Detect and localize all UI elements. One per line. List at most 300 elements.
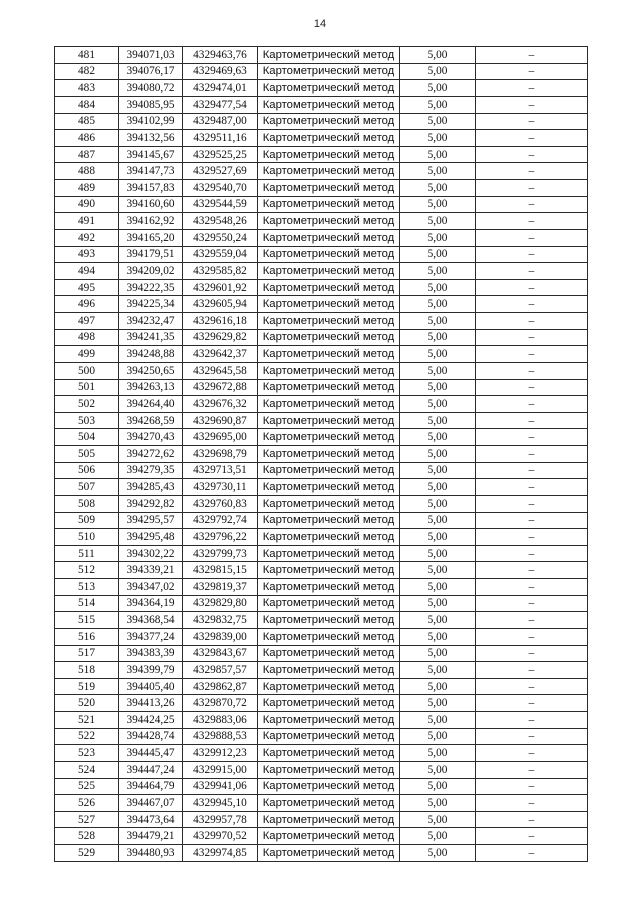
y-coordinate-cell: 4329862,87 (183, 678, 258, 695)
error-cell: 5,00 (400, 446, 476, 463)
dash-cell: – (476, 828, 588, 845)
dash-cell: – (476, 811, 588, 828)
error-cell: 5,00 (400, 296, 476, 313)
method-cell: Картометрический метод (258, 828, 400, 845)
dash-cell: – (476, 263, 588, 280)
error-cell: 5,00 (400, 462, 476, 479)
y-coordinate-cell: 4329548,26 (183, 213, 258, 230)
x-coordinate-cell: 394232,47 (119, 313, 183, 330)
y-coordinate-cell: 4329832,75 (183, 612, 258, 629)
table-row (55, 180, 588, 197)
y-coordinate-cell: 4329713,51 (183, 462, 258, 479)
table-row (55, 163, 588, 180)
x-coordinate-cell: 394480,93 (119, 845, 183, 862)
x-coordinate-cell: 394076,17 (119, 63, 183, 80)
method-cell: Картометрический метод (258, 562, 400, 579)
x-coordinate-cell: 394165,20 (119, 229, 183, 246)
method-cell: Картометрический метод (258, 229, 400, 246)
x-coordinate-cell: 394368,54 (119, 612, 183, 629)
dash-cell: – (476, 279, 588, 296)
method-cell: Картометрический метод (258, 579, 400, 596)
point-number-cell: 489 (55, 180, 119, 197)
method-cell: Картометрический метод (258, 263, 400, 280)
point-number-cell: 515 (55, 612, 119, 629)
y-coordinate-cell: 4329945,10 (183, 795, 258, 812)
method-cell: Картометрический метод (258, 728, 400, 745)
method-cell: Картометрический метод (258, 346, 400, 363)
method-cell: Картометрический метод (258, 545, 400, 562)
table-row (55, 246, 588, 263)
y-coordinate-cell: 4329698,79 (183, 446, 258, 463)
error-cell: 5,00 (400, 811, 476, 828)
point-number-cell: 481 (55, 47, 119, 64)
y-coordinate-cell: 4329730,11 (183, 479, 258, 496)
x-coordinate-cell: 394250,65 (119, 362, 183, 379)
y-coordinate-cell: 4329796,22 (183, 529, 258, 546)
method-cell: Картометрический метод (258, 529, 400, 546)
method-cell: Картометрический метод (258, 595, 400, 612)
dash-cell: – (476, 113, 588, 130)
dash-cell: – (476, 595, 588, 612)
point-number-cell: 521 (55, 712, 119, 729)
error-cell: 5,00 (400, 545, 476, 562)
error-cell: 5,00 (400, 728, 476, 745)
table-row (55, 362, 588, 379)
error-cell: 5,00 (400, 645, 476, 662)
y-coordinate-cell: 4329957,78 (183, 811, 258, 828)
error-cell: 5,00 (400, 130, 476, 147)
method-cell: Картометрический метод (258, 396, 400, 413)
table-row (55, 678, 588, 695)
y-coordinate-cell: 4329883,06 (183, 712, 258, 729)
table-row (55, 80, 588, 97)
table-row (55, 512, 588, 529)
x-coordinate-cell: 394292,82 (119, 495, 183, 512)
x-coordinate-cell: 394270,43 (119, 429, 183, 446)
table-row (55, 795, 588, 812)
point-number-cell: 514 (55, 595, 119, 612)
table-row (55, 229, 588, 246)
error-cell: 5,00 (400, 113, 476, 130)
point-number-cell: 517 (55, 645, 119, 662)
error-cell: 5,00 (400, 579, 476, 596)
y-coordinate-cell: 4329888,53 (183, 728, 258, 745)
point-number-cell: 500 (55, 362, 119, 379)
error-cell: 5,00 (400, 63, 476, 80)
x-coordinate-cell: 394464,79 (119, 778, 183, 795)
dash-cell: – (476, 296, 588, 313)
y-coordinate-cell: 4329870,72 (183, 695, 258, 712)
dash-cell: – (476, 612, 588, 629)
point-number-cell: 491 (55, 213, 119, 230)
error-cell: 5,00 (400, 628, 476, 645)
method-cell: Картометрический метод (258, 412, 400, 429)
x-coordinate-cell: 394268,59 (119, 412, 183, 429)
y-coordinate-cell: 4329843,67 (183, 645, 258, 662)
table-row (55, 446, 588, 463)
error-cell: 5,00 (400, 346, 476, 363)
point-number-cell: 506 (55, 462, 119, 479)
dash-cell: – (476, 362, 588, 379)
point-number-cell: 516 (55, 628, 119, 645)
dash-cell: – (476, 96, 588, 113)
x-coordinate-cell: 394424,25 (119, 712, 183, 729)
table-row (55, 346, 588, 363)
dash-cell: – (476, 63, 588, 80)
dash-cell: – (476, 429, 588, 446)
dash-cell: – (476, 728, 588, 745)
table-row (55, 612, 588, 629)
method-cell: Картометрический метод (258, 196, 400, 213)
x-coordinate-cell: 394080,72 (119, 80, 183, 97)
error-cell: 5,00 (400, 595, 476, 612)
dash-cell: – (476, 545, 588, 562)
point-number-cell: 518 (55, 662, 119, 679)
point-number-cell: 513 (55, 579, 119, 596)
point-number-cell: 488 (55, 163, 119, 180)
coordinates-table-body (55, 47, 588, 862)
method-cell: Картометрический метод (258, 429, 400, 446)
point-number-cell: 484 (55, 96, 119, 113)
method-cell: Картометрический метод (258, 146, 400, 163)
error-cell: 5,00 (400, 745, 476, 762)
error-cell: 5,00 (400, 180, 476, 197)
table-row (55, 113, 588, 130)
point-number-cell: 528 (55, 828, 119, 845)
method-cell: Картометрический метод (258, 96, 400, 113)
dash-cell: – (476, 529, 588, 546)
x-coordinate-cell: 394447,24 (119, 761, 183, 778)
x-coordinate-cell: 394302,22 (119, 545, 183, 562)
coordinates-table (54, 46, 588, 862)
x-coordinate-cell: 394071,03 (119, 47, 183, 64)
error-cell: 5,00 (400, 279, 476, 296)
table-row (55, 263, 588, 280)
y-coordinate-cell: 4329540,70 (183, 180, 258, 197)
method-cell: Картометрический метод (258, 662, 400, 679)
dash-cell: – (476, 579, 588, 596)
method-cell: Картометрический метод (258, 246, 400, 263)
table-row (55, 47, 588, 64)
method-cell: Картометрический метод (258, 379, 400, 396)
point-number-cell: 522 (55, 728, 119, 745)
point-number-cell: 486 (55, 130, 119, 147)
x-coordinate-cell: 394347,02 (119, 579, 183, 596)
error-cell: 5,00 (400, 379, 476, 396)
table-row (55, 745, 588, 762)
point-number-cell: 509 (55, 512, 119, 529)
x-coordinate-cell: 394467,07 (119, 795, 183, 812)
point-number-cell: 526 (55, 795, 119, 812)
dash-cell: – (476, 662, 588, 679)
x-coordinate-cell: 394377,24 (119, 628, 183, 645)
table-row (55, 412, 588, 429)
error-cell: 5,00 (400, 213, 476, 230)
error-cell: 5,00 (400, 529, 476, 546)
dash-cell: – (476, 163, 588, 180)
error-cell: 5,00 (400, 695, 476, 712)
point-number-cell: 503 (55, 412, 119, 429)
x-coordinate-cell: 394132,56 (119, 130, 183, 147)
error-cell: 5,00 (400, 163, 476, 180)
x-coordinate-cell: 394264,40 (119, 396, 183, 413)
error-cell: 5,00 (400, 246, 476, 263)
x-coordinate-cell: 394147,73 (119, 163, 183, 180)
point-number-cell: 512 (55, 562, 119, 579)
point-number-cell: 497 (55, 313, 119, 330)
y-coordinate-cell: 4329642,37 (183, 346, 258, 363)
point-number-cell: 529 (55, 845, 119, 862)
x-coordinate-cell: 394272,62 (119, 446, 183, 463)
method-cell: Картометрический метод (258, 761, 400, 778)
error-cell: 5,00 (400, 761, 476, 778)
dash-cell: – (476, 130, 588, 147)
table-row (55, 146, 588, 163)
dash-cell: – (476, 678, 588, 695)
table-row (55, 778, 588, 795)
x-coordinate-cell: 394160,60 (119, 196, 183, 213)
point-number-cell: 485 (55, 113, 119, 130)
table-row (55, 429, 588, 446)
y-coordinate-cell: 4329857,57 (183, 662, 258, 679)
method-cell: Картометрический метод (258, 495, 400, 512)
method-cell: Картометрический метод (258, 362, 400, 379)
x-coordinate-cell: 394179,51 (119, 246, 183, 263)
x-coordinate-cell: 394222,35 (119, 279, 183, 296)
x-coordinate-cell: 394413,26 (119, 695, 183, 712)
y-coordinate-cell: 4329760,83 (183, 495, 258, 512)
dash-cell: – (476, 512, 588, 529)
table-row (55, 845, 588, 862)
dash-cell: – (476, 229, 588, 246)
point-number-cell: 519 (55, 678, 119, 695)
point-number-cell: 510 (55, 529, 119, 546)
point-number-cell: 483 (55, 80, 119, 97)
method-cell: Картометрический метод (258, 612, 400, 629)
x-coordinate-cell: 394479,21 (119, 828, 183, 845)
dash-cell: – (476, 446, 588, 463)
dash-cell: – (476, 628, 588, 645)
y-coordinate-cell: 4329829,80 (183, 595, 258, 612)
error-cell: 5,00 (400, 828, 476, 845)
table-row (55, 728, 588, 745)
point-number-cell: 496 (55, 296, 119, 313)
dash-cell: – (476, 47, 588, 64)
point-number-cell: 511 (55, 545, 119, 562)
y-coordinate-cell: 4329477,54 (183, 96, 258, 113)
table-row (55, 811, 588, 828)
y-coordinate-cell: 4329559,04 (183, 246, 258, 263)
error-cell: 5,00 (400, 263, 476, 280)
dash-cell: – (476, 695, 588, 712)
y-coordinate-cell: 4329585,82 (183, 263, 258, 280)
table-row (55, 695, 588, 712)
error-cell: 5,00 (400, 329, 476, 346)
table-row (55, 479, 588, 496)
method-cell: Картометрический метод (258, 47, 400, 64)
x-coordinate-cell: 394295,48 (119, 529, 183, 546)
error-cell: 5,00 (400, 47, 476, 64)
y-coordinate-cell: 4329970,52 (183, 828, 258, 845)
point-number-cell: 508 (55, 495, 119, 512)
table-row (55, 213, 588, 230)
point-number-cell: 499 (55, 346, 119, 363)
x-coordinate-cell: 394285,43 (119, 479, 183, 496)
error-cell: 5,00 (400, 429, 476, 446)
y-coordinate-cell: 4329941,06 (183, 778, 258, 795)
method-cell: Картометрический метод (258, 329, 400, 346)
method-cell: Картометрический метод (258, 80, 400, 97)
error-cell: 5,00 (400, 80, 476, 97)
y-coordinate-cell: 4329601,92 (183, 279, 258, 296)
x-coordinate-cell: 394364,19 (119, 595, 183, 612)
error-cell: 5,00 (400, 712, 476, 729)
method-cell: Картометрический метод (258, 479, 400, 496)
dash-cell: – (476, 495, 588, 512)
table-row (55, 562, 588, 579)
error-cell: 5,00 (400, 495, 476, 512)
x-coordinate-cell: 394405,40 (119, 678, 183, 695)
y-coordinate-cell: 4329629,82 (183, 329, 258, 346)
y-coordinate-cell: 4329463,76 (183, 47, 258, 64)
table-row (55, 396, 588, 413)
dash-cell: – (476, 346, 588, 363)
error-cell: 5,00 (400, 96, 476, 113)
x-coordinate-cell: 394225,34 (119, 296, 183, 313)
dash-cell: – (476, 795, 588, 812)
dash-cell: – (476, 196, 588, 213)
method-cell: Картометрический метод (258, 213, 400, 230)
x-coordinate-cell: 394209,02 (119, 263, 183, 280)
error-cell: 5,00 (400, 845, 476, 862)
x-coordinate-cell: 394279,35 (119, 462, 183, 479)
error-cell: 5,00 (400, 229, 476, 246)
y-coordinate-cell: 4329474,01 (183, 80, 258, 97)
y-coordinate-cell: 4329974,85 (183, 845, 258, 862)
table-row (55, 529, 588, 546)
table-row (55, 63, 588, 80)
table-row (55, 96, 588, 113)
error-cell: 5,00 (400, 196, 476, 213)
table-row (55, 379, 588, 396)
dash-cell: – (476, 462, 588, 479)
error-cell: 5,00 (400, 479, 476, 496)
point-number-cell: 492 (55, 229, 119, 246)
table-row (55, 828, 588, 845)
table-row (55, 595, 588, 612)
table-row (55, 296, 588, 313)
error-cell: 5,00 (400, 678, 476, 695)
method-cell: Картометрический метод (258, 745, 400, 762)
point-number-cell: 495 (55, 279, 119, 296)
y-coordinate-cell: 4329469,63 (183, 63, 258, 80)
y-coordinate-cell: 4329672,88 (183, 379, 258, 396)
y-coordinate-cell: 4329525,25 (183, 146, 258, 163)
table-row (55, 130, 588, 147)
y-coordinate-cell: 4329915,00 (183, 761, 258, 778)
dash-cell: – (476, 329, 588, 346)
table-row (55, 662, 588, 679)
y-coordinate-cell: 4329645,58 (183, 362, 258, 379)
method-cell: Картометрический метод (258, 795, 400, 812)
method-cell: Картометрический метод (258, 712, 400, 729)
point-number-cell: 494 (55, 263, 119, 280)
error-cell: 5,00 (400, 412, 476, 429)
x-coordinate-cell: 394248,88 (119, 346, 183, 363)
method-cell: Картометрический метод (258, 845, 400, 862)
error-cell: 5,00 (400, 795, 476, 812)
point-number-cell: 490 (55, 196, 119, 213)
y-coordinate-cell: 4329819,37 (183, 579, 258, 596)
point-number-cell: 505 (55, 446, 119, 463)
table-row (55, 645, 588, 662)
y-coordinate-cell: 4329487,00 (183, 113, 258, 130)
y-coordinate-cell: 4329527,69 (183, 163, 258, 180)
y-coordinate-cell: 4329839,00 (183, 628, 258, 645)
method-cell: Картометрический метод (258, 678, 400, 695)
error-cell: 5,00 (400, 512, 476, 529)
table-row (55, 761, 588, 778)
point-number-cell: 507 (55, 479, 119, 496)
y-coordinate-cell: 4329676,32 (183, 396, 258, 413)
method-cell: Картометрический метод (258, 130, 400, 147)
y-coordinate-cell: 4329616,18 (183, 313, 258, 330)
method-cell: Картометрический метод (258, 163, 400, 180)
method-cell: Картометрический метод (258, 113, 400, 130)
y-coordinate-cell: 4329690,87 (183, 412, 258, 429)
error-cell: 5,00 (400, 562, 476, 579)
y-coordinate-cell: 4329695,00 (183, 429, 258, 446)
table-row (55, 495, 588, 512)
method-cell: Картометрический метод (258, 63, 400, 80)
dash-cell: – (476, 845, 588, 862)
dash-cell: – (476, 146, 588, 163)
x-coordinate-cell: 394241,35 (119, 329, 183, 346)
dash-cell: – (476, 80, 588, 97)
method-cell: Картометрический метод (258, 446, 400, 463)
y-coordinate-cell: 4329799,73 (183, 545, 258, 562)
dash-cell: – (476, 712, 588, 729)
point-number-cell: 525 (55, 778, 119, 795)
x-coordinate-cell: 394445,47 (119, 745, 183, 762)
x-coordinate-cell: 394263,13 (119, 379, 183, 396)
point-number-cell: 482 (55, 63, 119, 80)
point-number-cell: 520 (55, 695, 119, 712)
method-cell: Картометрический метод (258, 462, 400, 479)
method-cell: Картометрический метод (258, 180, 400, 197)
method-cell: Картометрический метод (258, 512, 400, 529)
dash-cell: – (476, 313, 588, 330)
point-number-cell: 487 (55, 146, 119, 163)
method-cell: Картометрический метод (258, 296, 400, 313)
point-number-cell: 524 (55, 761, 119, 778)
dash-cell: – (476, 479, 588, 496)
method-cell: Картометрический метод (258, 279, 400, 296)
y-coordinate-cell: 4329544,59 (183, 196, 258, 213)
x-coordinate-cell: 394399,79 (119, 662, 183, 679)
point-number-cell: 501 (55, 379, 119, 396)
y-coordinate-cell: 4329792,74 (183, 512, 258, 529)
x-coordinate-cell: 394162,92 (119, 213, 183, 230)
x-coordinate-cell: 394085,95 (119, 96, 183, 113)
dash-cell: – (476, 412, 588, 429)
table-row (55, 313, 588, 330)
error-cell: 5,00 (400, 396, 476, 413)
table-row (55, 279, 588, 296)
table-row (55, 712, 588, 729)
dash-cell: – (476, 778, 588, 795)
dash-cell: – (476, 396, 588, 413)
